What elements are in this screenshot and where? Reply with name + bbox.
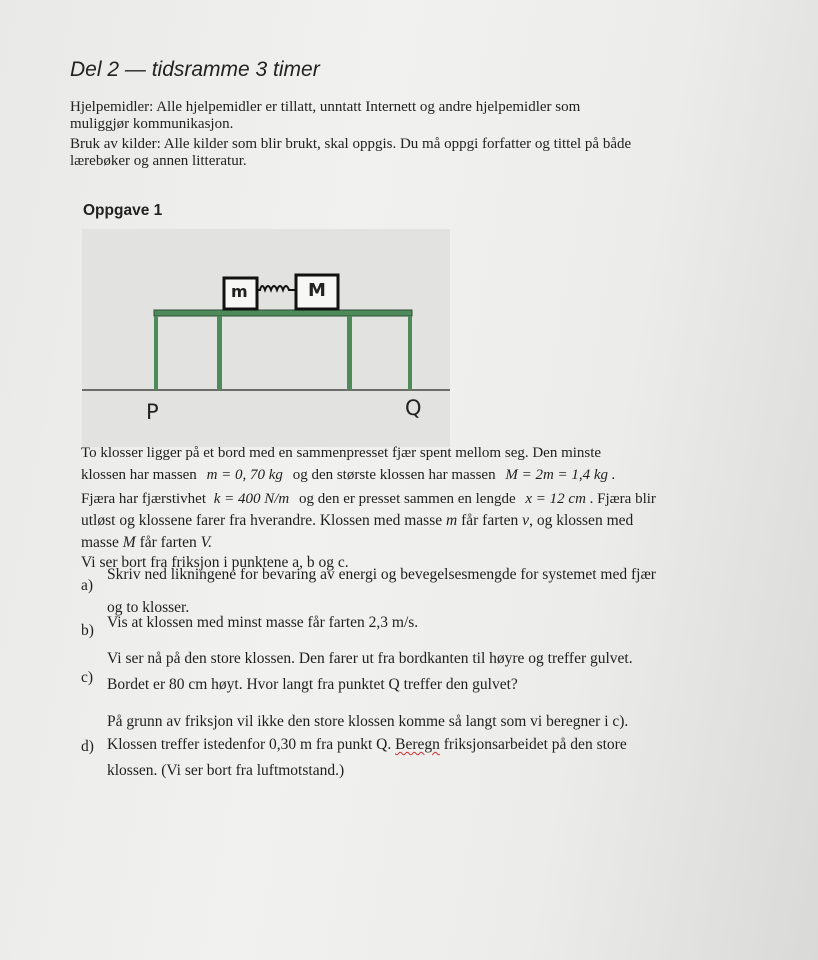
intro-line-4-text-b: får farten [461, 512, 519, 529]
intro-line-4-m: m [446, 512, 458, 529]
intro-line-5-text-a: masse [81, 534, 119, 551]
spring-constant-expression: k = 400 N/m [213, 491, 290, 507]
intro-line-2-text-a: klossen har massen [81, 467, 197, 483]
table-diagram [82, 229, 450, 447]
point-q-label: Q [405, 396, 422, 420]
aids-line-2: muliggjør kommunikasjon. [70, 116, 234, 132]
subtask-b-line-1: Vis at klossen med minst masse får farten 2,3 m/s. [107, 614, 419, 631]
point-p-label: P [146, 400, 159, 424]
aids-line-1: Hjelpemidler: Alle hjelpemidler er tillatt, unntatt Internett og andre hjelpemidler som [70, 99, 581, 115]
intro-line-3-text-a: Fjæra har fjærstivhet [81, 491, 206, 507]
subtask-d-spellcheck-word: Beregn [395, 736, 440, 753]
sources-line-2: lærebøker og annen litteratur. [70, 153, 247, 169]
subtask-a-letter: a) [81, 577, 94, 594]
subtask-c-line-2: Bordet er 80 cm høyt. Hvor langt fra punktet Q treffer den gulvet? [107, 676, 518, 693]
intro-line-3-text-b: og den er presset sammen en lengde [299, 491, 516, 507]
subtask-d-letter: d) [81, 738, 94, 755]
subtask-d-line-2 [107, 735, 627, 755]
intro-line-4-text-a: utløst og klossene farer fra hverandre. Klossen med masse [81, 512, 443, 529]
small-block-label: m [231, 282, 248, 301]
table-leg-middle-right [347, 316, 352, 390]
mass-M-expression: M = 2m = 1,4 kg . [505, 467, 616, 483]
intro-line-2 [81, 465, 616, 485]
subtask-a-line-2: og to klosser. [107, 599, 190, 616]
intro-line-1: To klosser ligger på et bord med en sammenpresset fjær spent mellom seg. Den minste [81, 445, 602, 461]
mass-m-expression: m = 0, 70 kg [206, 467, 283, 483]
table-top [154, 310, 412, 316]
intro-line-4 [81, 511, 633, 531]
large-block-label: M [308, 280, 326, 301]
task-heading: Oppgave 1 [83, 202, 163, 219]
spring [257, 286, 296, 290]
intro-line-4-v: v [522, 512, 530, 529]
intro-line-4-text-c: , og klossen med [529, 512, 634, 529]
sources-line-1: Bruk av kilder: Alle kilder som blir brukt, skal oppgis. Du må oppgi forfatter og tittel på både [70, 136, 632, 152]
subtask-d-line-2-text-c: friksjonsarbeidet på den store [443, 736, 627, 753]
subtask-d-line-1: På grunn av friksjon vil ikke den store klossen komme så langt som vi beregner i c). [107, 713, 629, 730]
table-figure [82, 229, 450, 447]
intro-line-5-M: M [122, 534, 136, 551]
subtask-c-line-1: Vi ser nå på den store klossen. Den farer ut fra bordkanten til høyre og treffer gulvet. [107, 650, 633, 667]
subtask-a-line-1: Skriv ned likningene for bevaring av energi og bevegelsesmengde for systemet med fjær [107, 566, 656, 583]
subtask-d-line-2-text-a: Klossen treffer istedenfor 0,30 m fra punkt Q. [107, 736, 392, 753]
page-title: Del 2 — tidsramme 3 timer [70, 58, 320, 81]
intro-line-6: Vi ser bort fra friksjon i punktene a, b og c. [81, 554, 349, 571]
table-leg-right [408, 316, 412, 390]
compression-expression: x = 12 cm [525, 491, 586, 507]
intro-line-5 [81, 533, 212, 553]
table-leg-left [154, 316, 158, 390]
intro-line-5-V: V. [200, 534, 213, 551]
intro-line-3-text-c: . Fjæra blir [589, 491, 656, 507]
subtask-c-letter: c) [81, 669, 94, 686]
table-leg-middle-left [217, 316, 222, 390]
intro-line-5-text-b: får farten [139, 534, 197, 551]
subtask-d-line-3: klossen. (Vi ser bort fra luftmotstand.) [107, 762, 345, 779]
subtask-b-letter: b) [81, 622, 94, 639]
intro-line-2-text-b: og den største klossen har massen [292, 467, 496, 483]
intro-line-3 [81, 489, 656, 509]
